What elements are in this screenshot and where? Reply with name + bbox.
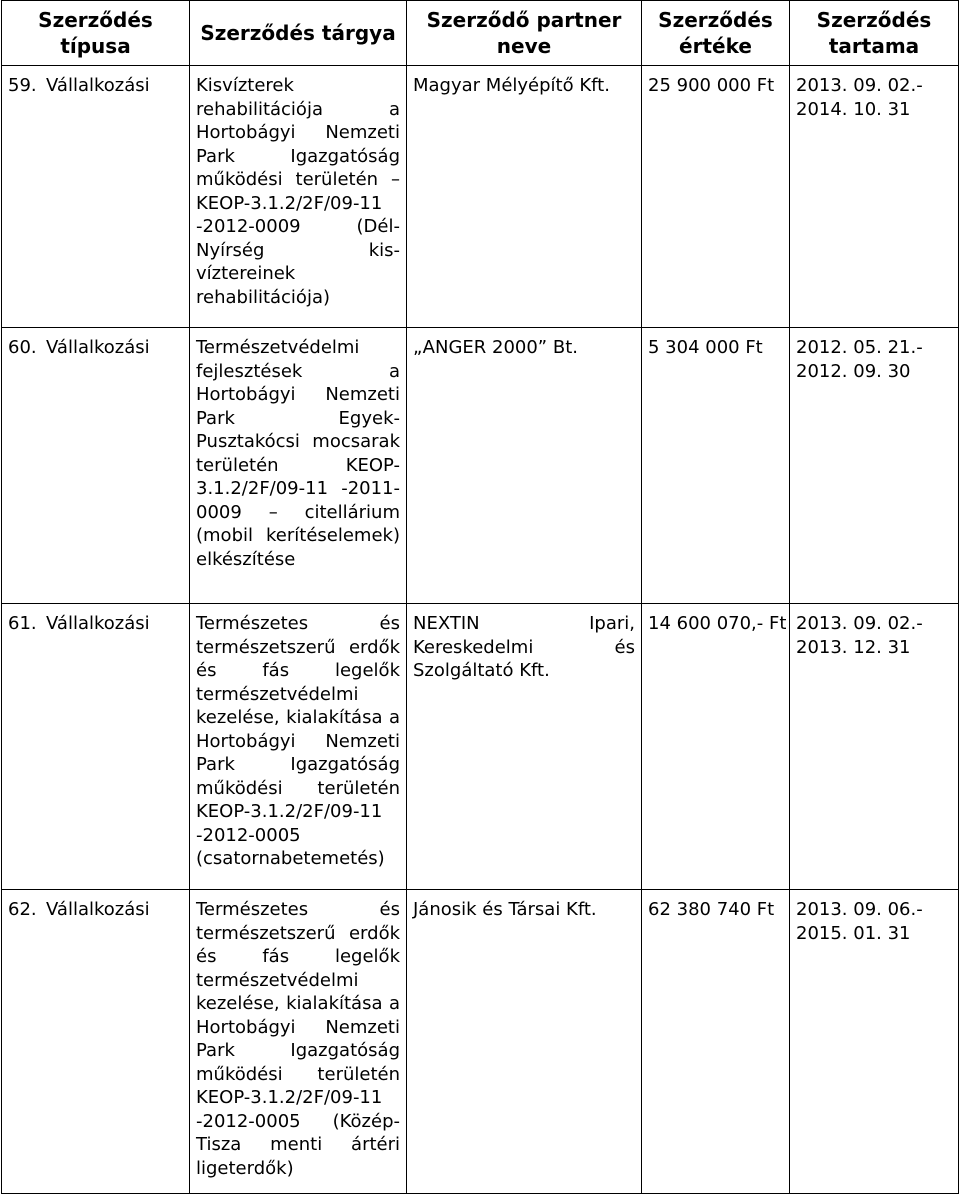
contract-type: Vállalkozási [46, 613, 150, 634]
contract-term [790, 604, 959, 890]
header-partner: Szerződő partner neve [407, 1, 642, 66]
contract-value: 5 304 000 Ft [642, 328, 790, 604]
contract-type-cell [2, 604, 190, 890]
contract-value: 14 600 070,- Ft [642, 604, 790, 890]
contract-term [790, 890, 959, 1194]
header-row [2, 1, 959, 66]
table-row [2, 66, 959, 328]
contract-type: Vállalkozási [46, 899, 150, 920]
contract-term [790, 328, 959, 604]
row-number: 59. [8, 75, 37, 96]
row-number: 61. [8, 613, 37, 634]
contract-partner: Magyar Mélyépítő Kft. [407, 66, 642, 328]
term-start: 2012. 05. 21.- [796, 337, 923, 358]
term-end: 2015. 01. 31 [796, 922, 911, 944]
contract-type: Vállalkozási [46, 337, 150, 358]
contract-partner: „ANGER 2000” Bt. [407, 328, 642, 604]
header-subject: Szerződés tárgya [190, 1, 407, 66]
term-start: 2013. 09. 06.- [796, 899, 923, 920]
row-number: 62. [8, 899, 37, 920]
table-row [2, 890, 959, 1194]
term-end: 2012. 09. 30 [796, 360, 911, 382]
term-start: 2013. 09. 02.- [796, 613, 923, 634]
contract-partner: NEXTIN Ipari, Kereskedelmi és Szolgáltató Kft. [407, 604, 642, 890]
contract-term [790, 66, 959, 328]
term-start: 2013. 09. 02.- [796, 75, 923, 96]
contract-type-cell [2, 890, 190, 1194]
contract-type-cell [2, 66, 190, 328]
term-end: 2013. 12. 31 [796, 636, 911, 658]
contract-subject: Természetes és természetszerű erdők és fás legelők természetvédelmi kezelése, kialakítása a Hortobágyi Nemzeti Park Igazgatóság működési területén KEOP-3.1.2/2F/09-11 -2012-0005 (Közép-Tisza menti ártéri ligeterdők) [190, 890, 407, 1194]
header-term: Szerződés tartama [790, 1, 959, 66]
contract-type-cell [2, 328, 190, 604]
contract-subject: Természetes és természetszerű erdők és fás legelők természetvédelmi kezelése, kialakítása a Hortobágyi Nemzeti Park Igazgatóság működési területén KEOP-3.1.2/2F/09-11 -2012-0005 (csatornabetemetés) [190, 604, 407, 890]
contract-type: Vállalkozási [46, 75, 150, 96]
table-row [2, 328, 959, 604]
contracts-table [1, 0, 959, 1194]
header-value: Szerződés értéke [642, 1, 790, 66]
table-row [2, 604, 959, 890]
contract-partner: Jánosik és Társai Kft. [407, 890, 642, 1194]
contract-value: 62 380 740 Ft [642, 890, 790, 1194]
contract-subject: Természetvédelmi fejlesztések a Hortobágyi Nemzeti Park Egyek-Pusztakócsi mocsarak területén KEOP-3.1.2/2F/09-11 -2011-0009 – citellárium (mobil kerítéselemek) elkészítése [190, 328, 407, 604]
row-number: 60. [8, 337, 37, 358]
contract-value: 25 900 000 Ft [642, 66, 790, 328]
header-type: Szerződés típusa [2, 1, 190, 66]
term-end: 2014. 10. 31 [796, 98, 911, 120]
contract-subject: Kisvízterek rehabilitációja a Hortobágyi Nemzeti Park Igazgatóság működési területén – KEOP-3.1.2/2F/09-11 -2012-0009 (Dél-Nyírség kis-víztereinek rehabilitációja) [190, 66, 407, 328]
